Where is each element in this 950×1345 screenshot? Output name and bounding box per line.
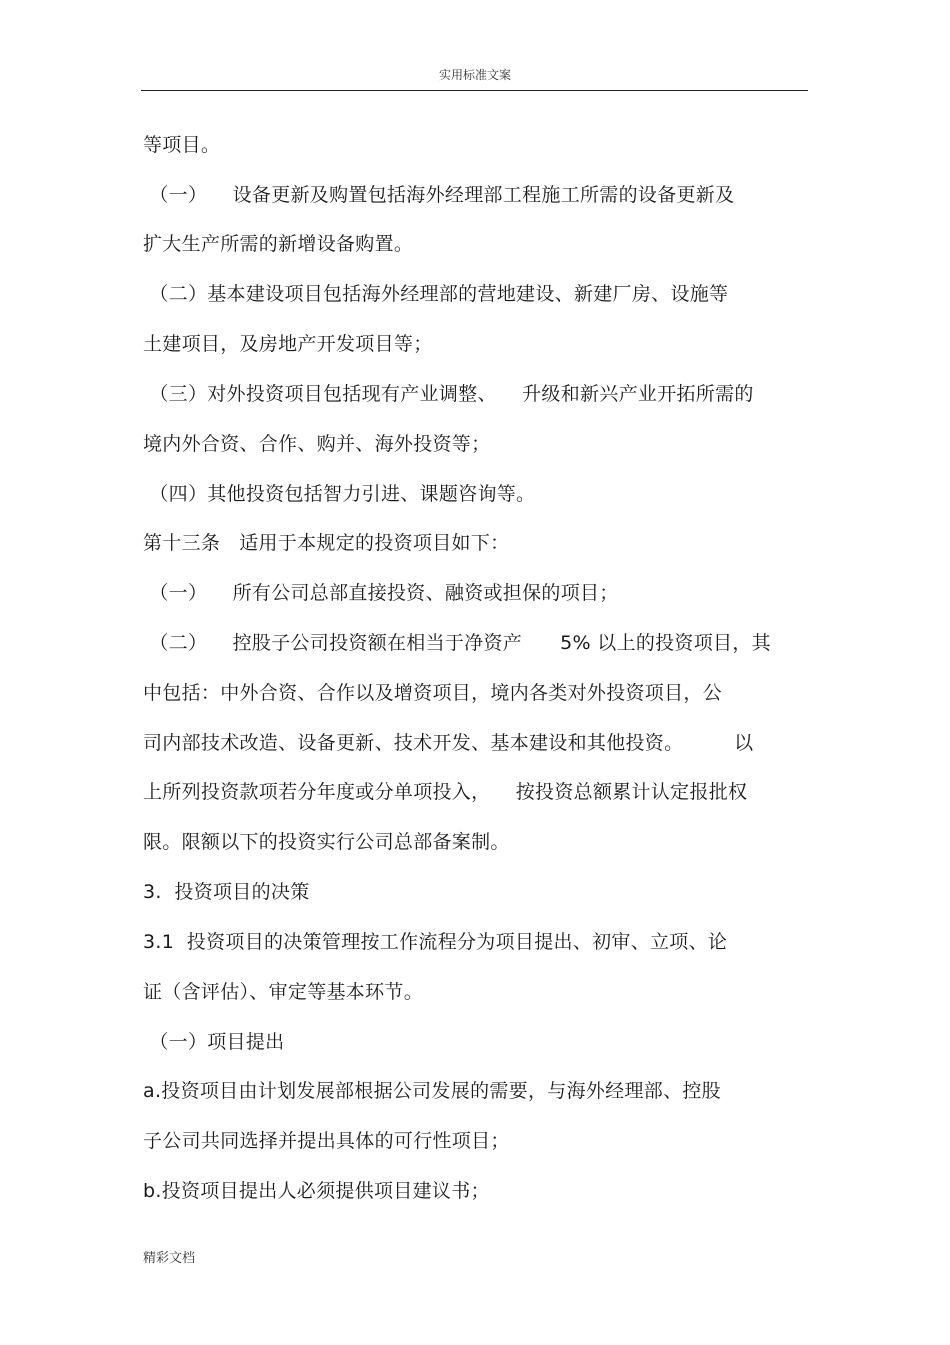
page-footer: 精彩文档 xyxy=(143,1251,196,1266)
body-line: （四）其他投资包括智力引进、课题咨询等。 xyxy=(143,483,536,505)
body-line: （二） 控股子公司投资额在相当于净资产 5% 以上的投资项目，其 xyxy=(143,632,771,654)
header-divider xyxy=(141,90,808,91)
body-line: （三）对外投资项目包括现有产业调整、 升级和新兴产业开拓所需的 xyxy=(143,383,754,405)
body-line: 中包括：中外合资、合作以及增资项目，境内各类对外投资项目，公 xyxy=(143,682,723,704)
body-line: 子公司共同选择并提出具体的可行性项目； xyxy=(143,1130,510,1152)
body-line: 第十三条 适用于本规定的投资项目如下： xyxy=(143,532,510,554)
body-line: a.投资项目由计划发展部根据公司发展的需要，与海外经理部、控股 xyxy=(143,1080,721,1102)
body-line: 限。限额以下的投资实行公司总部备案制。 xyxy=(143,831,510,853)
page-header: 实用标准文案 xyxy=(438,68,511,82)
body-line: 扩大生产所需的新增设备购置。 xyxy=(143,233,414,255)
body-line: 3. 投资项目的决策 xyxy=(143,881,310,903)
body-line: 3.1 投资项目的决策管理按工作流程分为项目提出、初审、立项、论 xyxy=(143,931,728,953)
body-line: 境内外合资、合作、购并、海外投资等； xyxy=(143,433,491,455)
body-line: b.投资项目提出人必须提供项目建议书； xyxy=(143,1180,490,1202)
body-line: 证（含评估）、审定等基本环节。 xyxy=(143,981,424,1003)
body-line: （一） 设备更新及购置包括海外经理部工程施工所需的设备更新及 xyxy=(143,184,735,206)
body-line: （一） 所有公司总部直接投资、融资或担保的项目； xyxy=(143,582,619,604)
body-line: 司内部技术改造、设备更新、技术开发、基本建设和其他投资。 以 xyxy=(143,732,754,754)
body-line: 上所列投资款项若分年度或分单项投入， 按投资总额累计认定报批权 xyxy=(143,781,748,803)
body-line: 等项目。 xyxy=(143,134,221,156)
body-line: （二）基本建设项目包括海外经理部的营地建设、新建厂房、设施等 xyxy=(143,283,729,305)
body-line: 土建项目，及房地产开发项目等； xyxy=(143,333,433,355)
body-line: （一）项目提出 xyxy=(143,1031,285,1053)
